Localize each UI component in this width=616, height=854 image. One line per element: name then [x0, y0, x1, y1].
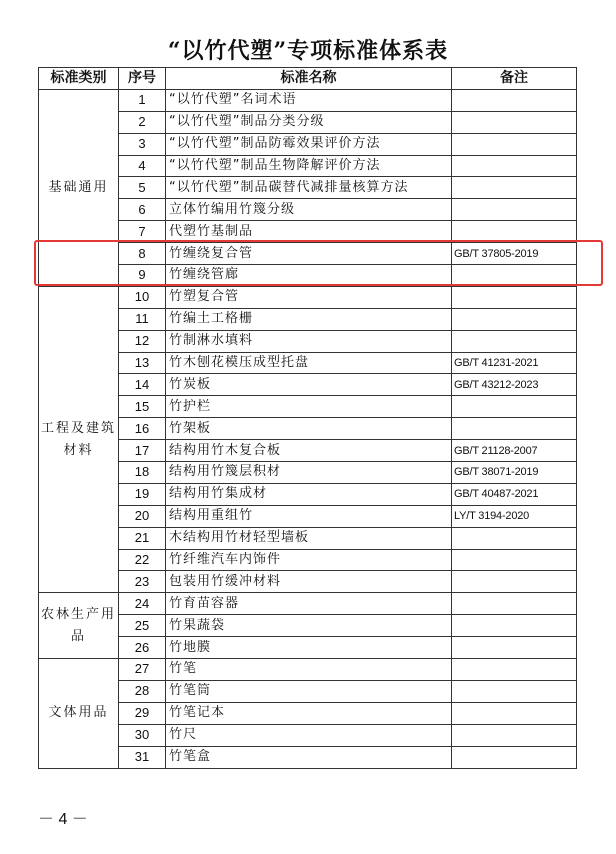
header-number: 序号: [119, 68, 166, 90]
note-cell: GB/T 41231-2021: [452, 352, 577, 374]
number-cell: 14: [119, 374, 166, 396]
document-title: “以竹代塑”专项标准体系表: [167, 38, 449, 64]
category-cell: 农林生产用品: [39, 593, 119, 659]
note-cell: [452, 527, 577, 549]
number-cell: 9: [119, 265, 166, 287]
number-cell: 17: [119, 440, 166, 462]
table-row: [39, 505, 577, 527]
note-cell: [452, 593, 577, 615]
table-header-row: [39, 68, 577, 90]
note-cell: GB/T 43212-2023: [452, 374, 577, 396]
number-cell: 23: [119, 571, 166, 593]
table-row: [39, 637, 577, 659]
number-cell: 3: [119, 133, 166, 155]
header-note: 备注: [452, 68, 577, 90]
standard-name-cell: 代塑竹基制品: [166, 221, 452, 243]
note-cell: [452, 177, 577, 199]
standard-name-cell: 竹地膜: [166, 637, 452, 659]
standard-name-cell: 竹笔筒: [166, 680, 452, 702]
category-cell: 工程及建筑材料: [39, 286, 119, 592]
number-cell: 4: [119, 155, 166, 177]
number-cell: 10: [119, 286, 166, 308]
standard-name-cell: “以竹代塑”制品碳替代减排量核算方法: [166, 177, 452, 199]
note-cell: GB/T 38071-2019: [452, 462, 577, 484]
standard-name-cell: 竹塑复合管: [166, 286, 452, 308]
number-cell: 5: [119, 177, 166, 199]
standard-name-cell: 竹编土工格栅: [166, 308, 452, 330]
header-name: 标准名称: [166, 68, 452, 90]
standard-name-cell: “以竹代塑”制品分类分级: [166, 111, 452, 133]
table-row: [39, 615, 577, 637]
note-cell: [452, 724, 577, 746]
standard-name-cell: 竹木刨花模压成型托盘: [166, 352, 452, 374]
note-cell: [452, 659, 577, 681]
table-row: [39, 593, 577, 615]
note-cell: [452, 89, 577, 111]
standard-name-cell: “以竹代塑”制品防霉效果评价方法: [166, 133, 452, 155]
standard-name-cell: 竹笔盒: [166, 746, 452, 768]
table-row: [39, 702, 577, 724]
number-cell: 29: [119, 702, 166, 724]
standard-name-cell: 竹架板: [166, 418, 452, 440]
category-cell: 基础通用: [39, 89, 119, 286]
category-cell: 文体用品: [39, 659, 119, 768]
standard-name-cell: 立体竹编用竹篾分级: [166, 199, 452, 221]
standard-name-cell: 木结构用竹材轻型墙板: [166, 527, 452, 549]
table-row: [39, 746, 577, 768]
table-row: [39, 483, 577, 505]
note-cell: GB/T 40487-2021: [452, 483, 577, 505]
table-row: [39, 89, 577, 111]
standard-name-cell: 竹缠绕管廊: [166, 265, 452, 287]
note-cell: GB/T 21128-2007: [452, 440, 577, 462]
number-cell: 24: [119, 593, 166, 615]
note-cell: [452, 199, 577, 221]
number-cell: 2: [119, 111, 166, 133]
note-cell: [452, 133, 577, 155]
note-cell: [452, 111, 577, 133]
number-cell: 30: [119, 724, 166, 746]
standard-name-cell: 结构用竹木复合板: [166, 440, 452, 462]
standard-name-cell: “以竹代塑”制品生物降解评价方法: [166, 155, 452, 177]
note-cell: [452, 637, 577, 659]
number-cell: 20: [119, 505, 166, 527]
note-cell: [452, 308, 577, 330]
standard-name-cell: 结构用竹集成材: [166, 483, 452, 505]
standard-name-cell: 竹尺: [166, 724, 452, 746]
number-cell: 31: [119, 746, 166, 768]
standard-name-cell: 包装用竹缓冲材料: [166, 571, 452, 593]
standard-name-cell: 竹炭板: [166, 374, 452, 396]
number-cell: 12: [119, 330, 166, 352]
table-row: [39, 111, 577, 133]
standard-name-cell: 竹果蔬袋: [166, 615, 452, 637]
note-cell: [452, 702, 577, 724]
number-cell: 8: [119, 243, 166, 265]
number-cell: 21: [119, 527, 166, 549]
note-cell: [452, 418, 577, 440]
note-cell: [452, 615, 577, 637]
note-cell: [452, 549, 577, 571]
table-row: [39, 659, 577, 681]
table-row: [39, 330, 577, 352]
table-row: [39, 177, 577, 199]
table-row: [39, 724, 577, 746]
table-row: [39, 396, 577, 418]
number-cell: 1: [119, 89, 166, 111]
note-cell: [452, 330, 577, 352]
table-row: [39, 440, 577, 462]
table-row: [39, 352, 577, 374]
number-cell: 6: [119, 199, 166, 221]
standard-name-cell: 竹缠绕复合管: [166, 243, 452, 265]
highlight-box: [34, 240, 603, 286]
number-cell: 13: [119, 352, 166, 374]
standard-name-cell: 竹笔: [166, 659, 452, 681]
standard-name-cell: 竹纤维汽车内饰件: [166, 549, 452, 571]
table-row: [39, 571, 577, 593]
standard-name-cell: 结构用重组竹: [166, 505, 452, 527]
standard-name-cell: 结构用竹篾层积材: [166, 462, 452, 484]
number-cell: 25: [119, 615, 166, 637]
number-cell: 16: [119, 418, 166, 440]
table-row: [39, 462, 577, 484]
number-cell: 22: [119, 549, 166, 571]
table-row: [39, 374, 577, 396]
page-number: － 4 －: [38, 811, 88, 828]
table-body: [39, 89, 577, 768]
number-cell: 19: [119, 483, 166, 505]
note-cell: LY/T 3194-2020: [452, 505, 577, 527]
standard-name-cell: 竹护栏: [166, 396, 452, 418]
note-cell: [452, 286, 577, 308]
table-row: [39, 199, 577, 221]
note-cell: GB/T 37805-2019: [452, 243, 577, 265]
table-row: [39, 308, 577, 330]
number-cell: 28: [119, 680, 166, 702]
table-row: [39, 680, 577, 702]
note-cell: [452, 746, 577, 768]
number-cell: 7: [119, 221, 166, 243]
note-cell: [452, 396, 577, 418]
number-cell: 11: [119, 308, 166, 330]
standards-table: [38, 67, 577, 769]
number-cell: 27: [119, 659, 166, 681]
number-cell: 15: [119, 396, 166, 418]
number-cell: 26: [119, 637, 166, 659]
number-cell: 18: [119, 462, 166, 484]
table-row: [39, 549, 577, 571]
table-row: [39, 418, 577, 440]
table-row: [39, 286, 577, 308]
standard-name-cell: 竹育苗容器: [166, 593, 452, 615]
note-cell: [452, 155, 577, 177]
note-cell: [452, 571, 577, 593]
table-row: [39, 527, 577, 549]
note-cell: [452, 680, 577, 702]
standard-name-cell: 竹笔记本: [166, 702, 452, 724]
table-row: [39, 155, 577, 177]
table-row: [39, 133, 577, 155]
header-category: 标准类别: [39, 68, 119, 90]
standard-name-cell: “以竹代塑”名词术语: [166, 89, 452, 111]
standard-name-cell: 竹制淋水填料: [166, 330, 452, 352]
